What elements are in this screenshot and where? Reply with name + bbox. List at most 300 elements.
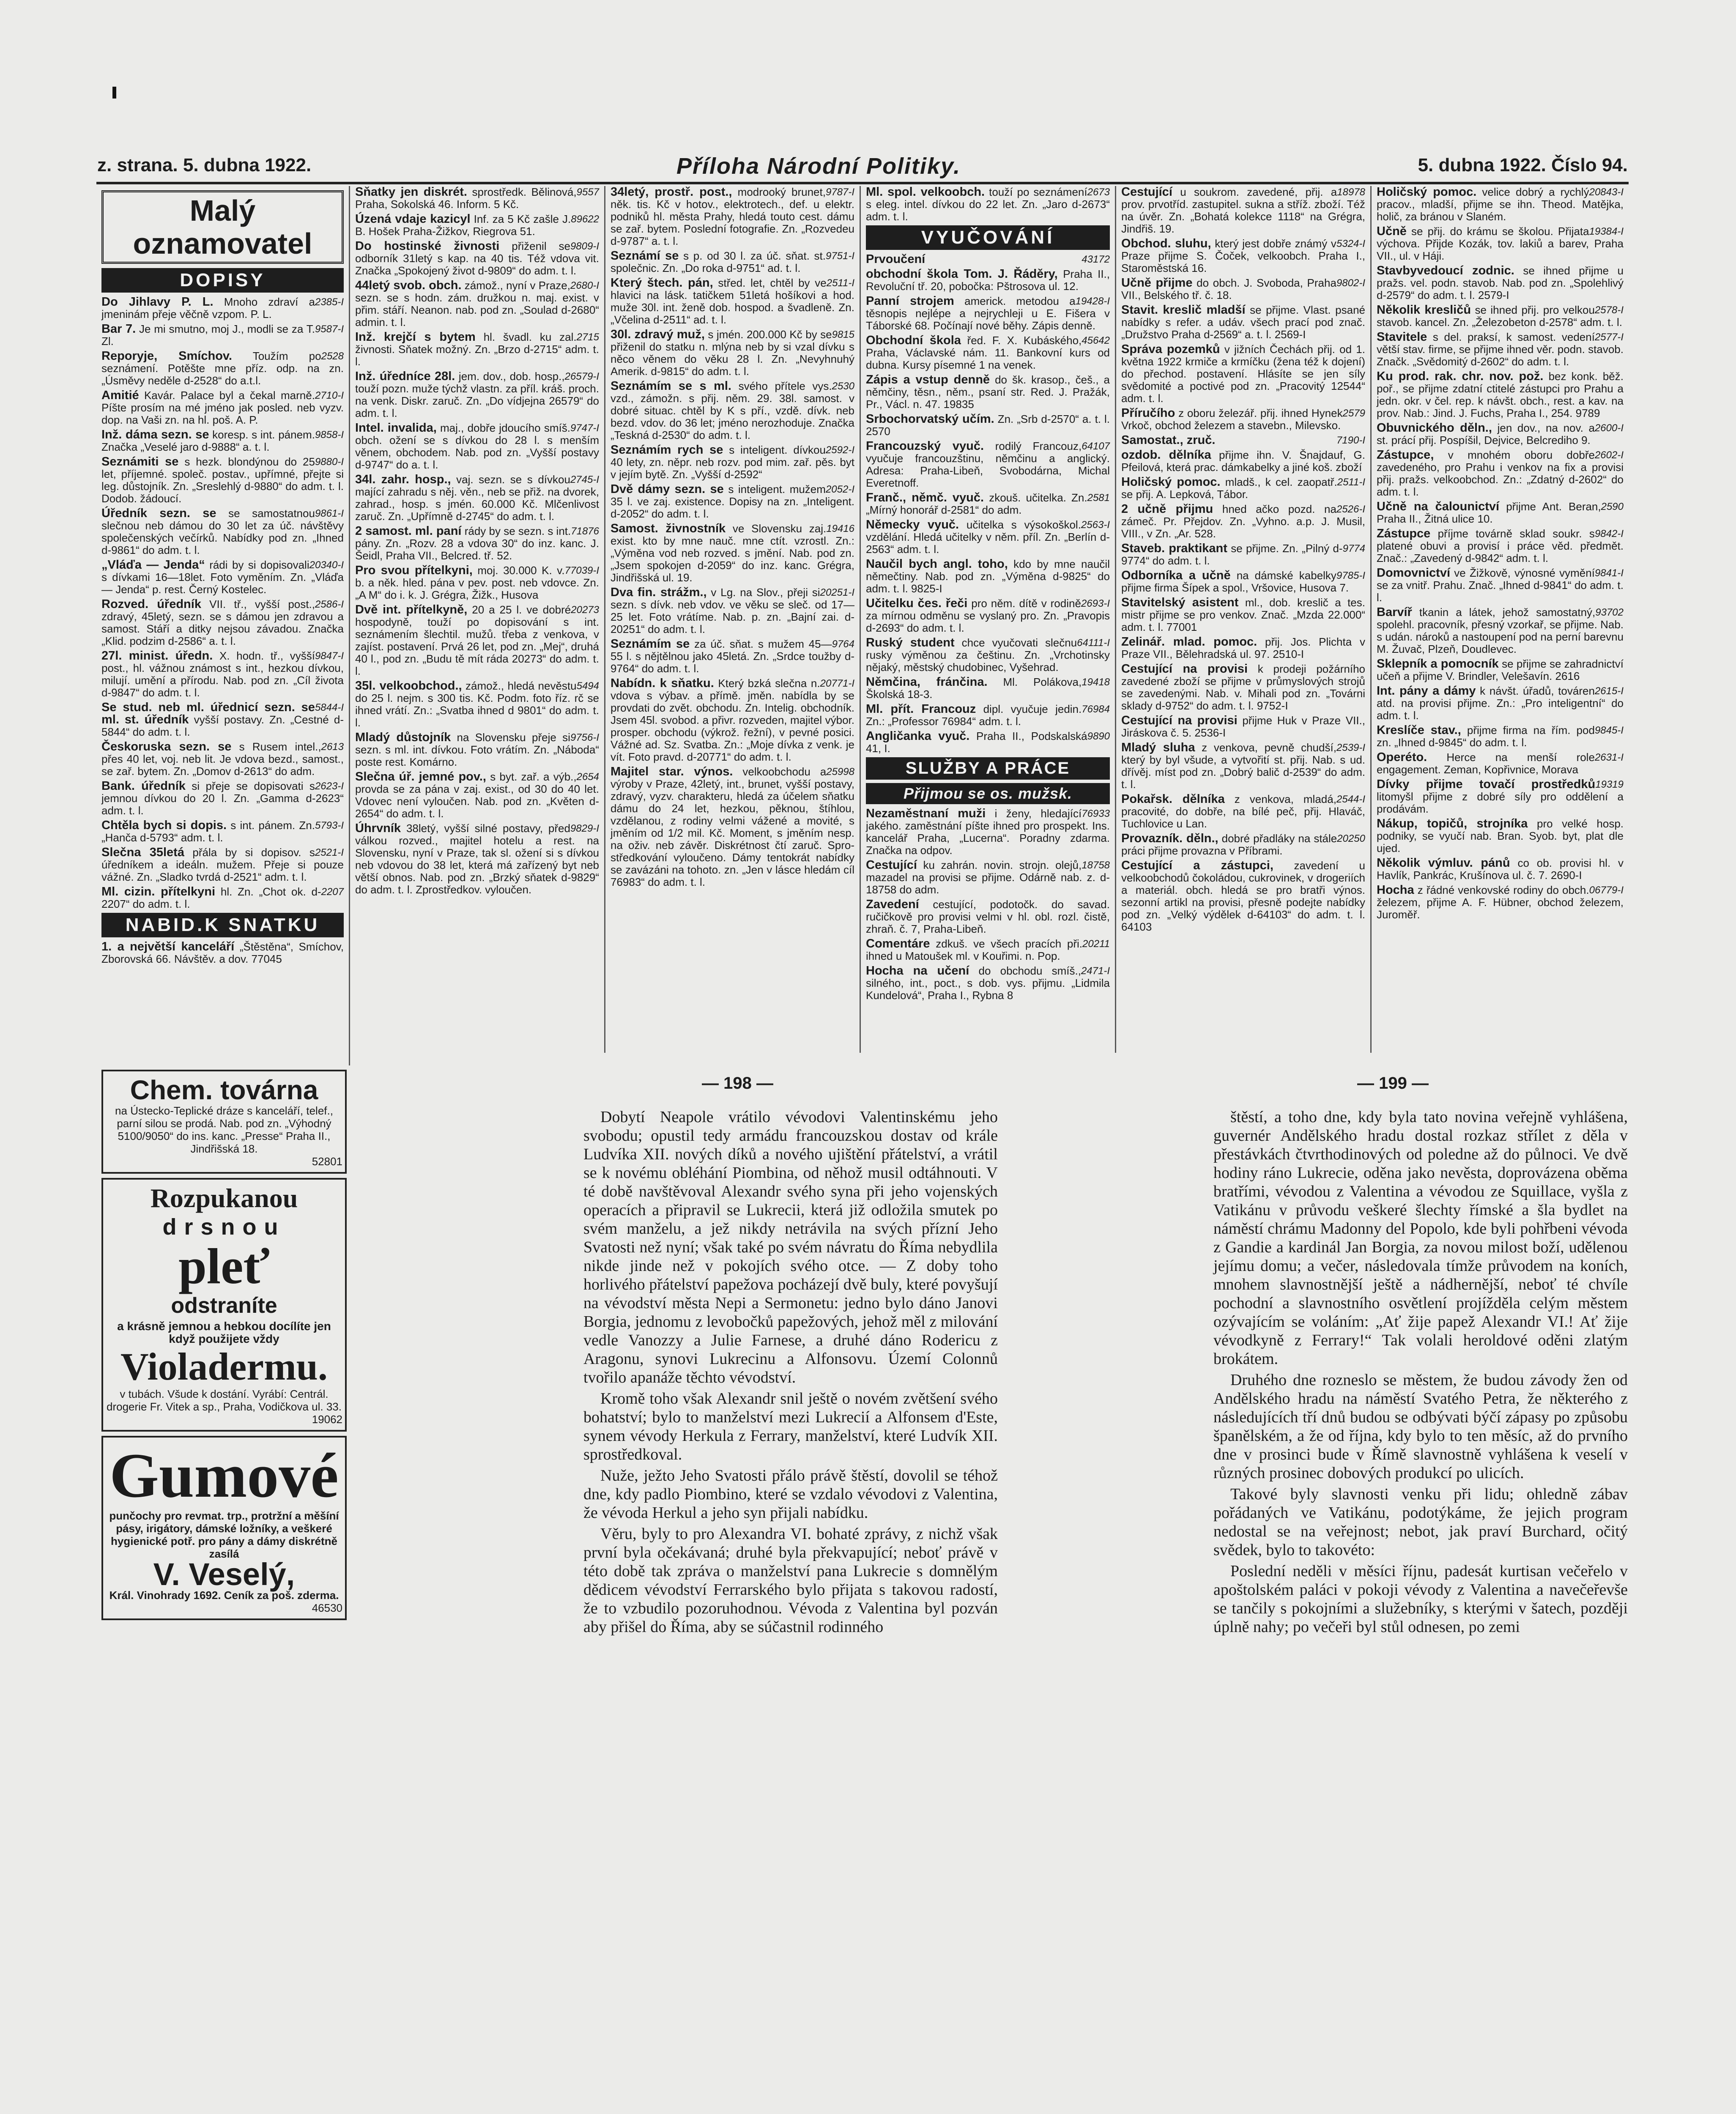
story-paragraph: Poslední neděli v měsíci říjnu, padesát kurtisan večeřelo v apoštolském paláci v pokoji vévody z Valentina a navečeřevše se tančily s pokojními a služebníky, s kterými v šatech, později úplně nahy; po večeři byl stůl odnesen, po zemi bbox=[1213, 1562, 1628, 1636]
ad-title: Seznámiti se bbox=[101, 455, 179, 468]
ad-title: Mladý důstojník bbox=[355, 731, 451, 744]
classified-ad bbox=[1377, 884, 1624, 921]
classified-ad bbox=[1377, 857, 1624, 882]
classified-ad bbox=[101, 559, 344, 596]
classified-ad bbox=[101, 296, 344, 320]
ad-text: hl. Zn. „Chot ok. d-2207“ do adm. t. l. bbox=[101, 885, 321, 910]
ad-code: 45642 bbox=[1082, 335, 1110, 346]
ad-title: Bank. úředník bbox=[101, 779, 186, 793]
classified-ad bbox=[1121, 304, 1365, 341]
ad-code: 2600-I bbox=[1594, 422, 1624, 434]
ad-code: 9809-I bbox=[570, 241, 599, 252]
ad-title: Comentáre bbox=[866, 937, 930, 950]
ad-code: 2586-I bbox=[315, 599, 344, 610]
classified-ad bbox=[866, 374, 1110, 411]
ad-code: 9557 bbox=[576, 186, 599, 198]
ad-title: Do hostinské živnosti bbox=[355, 239, 500, 253]
ad-headline: Rozpukanou bbox=[150, 1183, 298, 1213]
ad-text: se ihned přij. pro velkou stavob. kancel. Zn. „Železobeton d-2578“ adm. t. l. bbox=[1377, 304, 1622, 329]
ad-text: přijme firma na řím. pod zn. „Ihned d-9845“ do adm. t. l. bbox=[1377, 724, 1595, 749]
ad-code: 9751-I bbox=[825, 250, 854, 262]
ad-text: hned ačko pozd. na zámeč. Pr. Přejdov. Zn. „Vyhno. a.p. J. Musil, VIII., v Zn. „Ar. 528. bbox=[1121, 503, 1365, 540]
ad-title: 30l. zdravý muž, bbox=[611, 328, 705, 341]
ad-text: Který bzká slečna n. vdova s výbav. a přímě. jměn. nabídla by se provdati do zvět. obchodu. Zn. Intelig. obchodník. Jsem 45l. svobod. a přivr. rozveden, majitel výbor. prosper. obchodu (výkrož. řežní), v pevné posici. Vážné ad. Sz. Svatba. Zn.: „Moje dívka z venk. je vít. Foto pravd. d-20771“ do adm. t. l. bbox=[611, 677, 854, 763]
ad-text: Je mi smutno, moj J., modli se za T. Zl. bbox=[101, 323, 315, 348]
ad-text: dipl. vyučuje jedin. Zn.: „Professor 76984“ adm. t. l. bbox=[866, 703, 1082, 728]
classified-ad bbox=[101, 941, 344, 965]
classified-ad bbox=[101, 846, 344, 883]
subsection-heading: Přijmou se os. mužsk. bbox=[866, 783, 1110, 804]
ad-text: velice dobrý a rychlý pracov., mladší, přijme se ihn. Theod. Matějka, holič, za bránou v Slaném. bbox=[1377, 186, 1624, 223]
ad-title: Stavbyvedoucí zodnic. bbox=[1377, 264, 1514, 277]
ad-title: Kreslíče stav., bbox=[1377, 723, 1461, 737]
ad-list bbox=[866, 808, 1110, 1002]
display-ad-gumove bbox=[101, 1436, 347, 1620]
ad-title: obchodní škola Tom. J. Řáděry, bbox=[866, 267, 1058, 281]
ad-title: Cestující na provisi bbox=[1121, 714, 1238, 727]
ad-text: vyšší postavy. Zn. „Cestné d-5844“ do adm. t. l. bbox=[101, 713, 344, 738]
ad-text: k prodeji požárního zavedené zboží se přijme v průmyslových strojů se zavedenými. Nab. v. Mihali pod zn. „Továrni sklady d-9752“ do adm. t. l. 9752-I bbox=[1121, 663, 1365, 712]
ad-title: Dvě int. přítelkyně, bbox=[355, 603, 468, 616]
ad-code: 9841-I bbox=[1594, 567, 1624, 579]
ad-code: 9842-I bbox=[1594, 528, 1624, 539]
classified-ad bbox=[101, 819, 344, 844]
classified-ad bbox=[355, 240, 599, 277]
section-masthead: Malý oznamovatel bbox=[101, 190, 344, 264]
section-heading-snatek: NABID.K SNATKU bbox=[101, 913, 344, 937]
ad-text: do obch. J. Svoboda, Praha VII., Belského tř. č. 18. bbox=[1121, 277, 1336, 301]
ad-title: Seznámím rych se bbox=[611, 443, 723, 457]
ad-code: 20843-I bbox=[1589, 186, 1624, 198]
ad-text: v mnohém oboru dobře zavedeného, pro Prahu i venkov na fix a provisi přij. pražs. velkoobchod. Zn.: „Zdatný d-2602“ do adm. t. l. bbox=[1377, 449, 1624, 498]
ad-code: 20251-I bbox=[820, 587, 854, 598]
classified-ad bbox=[1377, 422, 1624, 446]
ad-text: se přijme se zahradnictví učeň a přijme V. Brindler, Velešavín. 2616 bbox=[1377, 657, 1624, 682]
ad-code: 2631-I bbox=[1594, 752, 1624, 763]
ad-brand: Violadermu. bbox=[120, 1345, 328, 1388]
ad-text: u soukrom. zavedené, přij. a prov. prvotříd. zastupitel. sukna a stříž. zboží. Též na úvěr. Zn. „Bohatá kolekce 1118“ na Grégra, Jindřiš. 19. bbox=[1121, 186, 1365, 235]
ad-code: 2613 bbox=[321, 741, 344, 753]
ad-text: přijme ihn. V. Šnajdauf, G. Pfeilová, která prac. dámkabelky a jiné koš. zboží bbox=[1121, 449, 1365, 474]
ad-title: Stavitelský asistent bbox=[1121, 596, 1239, 609]
ad-title: Ml. spol. velkoobch. bbox=[866, 186, 985, 199]
ad-title: Českoruska sezn. se bbox=[101, 740, 232, 753]
ad-title: Inž. úředníce 28l. bbox=[355, 370, 455, 383]
ad-text: Zn. „Srb d-2570“ a. t. l. 2570 bbox=[866, 413, 1110, 438]
page-number-left: — 198 — bbox=[702, 1074, 773, 1093]
ad-title: Slečna 35letá bbox=[101, 846, 184, 859]
ad-title: Obchod. sluhu, bbox=[1121, 237, 1211, 250]
ad-title: Cestující bbox=[1121, 186, 1172, 199]
ad-title: Učně přijme bbox=[1121, 276, 1193, 290]
ad-title: Panní strojem bbox=[866, 294, 954, 308]
ad-text: z venkova, mladá, pracovité, do dobře, na bílé peč, přij. Hlaváč, Tuchlovice u Lan. bbox=[1121, 793, 1365, 830]
ad-title: Barvíř bbox=[1377, 605, 1412, 619]
ad-code: 9774 bbox=[1342, 543, 1365, 554]
ad-text: ku zahrán. novin. strojn. olejů, mazadel na provisi se přijme. Odárně nab. z. d-18758 do adm. bbox=[866, 859, 1110, 896]
classified-ad bbox=[1121, 277, 1365, 301]
ad-title: Sňatky jen diskrét. bbox=[355, 186, 467, 199]
display-ad-chem bbox=[101, 1070, 347, 1174]
ad-title: 44letý svob. obch. bbox=[355, 279, 462, 292]
classified-ad bbox=[1377, 818, 1624, 854]
classified-ad bbox=[101, 701, 344, 738]
ad-code: 9815 bbox=[832, 329, 854, 340]
story-column-left bbox=[583, 1108, 998, 1639]
ad-title: Cestující a zástupci, bbox=[1121, 859, 1273, 872]
story-paragraph: Dobytí Neapole vrátilo vévodovi Valentinskému jeho svobodu; opustil tedy armádu francouzskou dostav od krále Ludvíka XII. nových díků a nového ujištění přátelství, a vrátil se k novému obléhání Piombina, od něhož musil odtáhnouti. V té době navštěvoval Alexandr svého syna při jeho vojenských operacích a připravil se Lukrecii, která již odložila smutek po svém manželu, a jež nikdy netrávila na svých přízní Jeho Svatosti než nyní; však také po svém návratu do Říma nebydlila nikde jinde než v pokojích svého otce. — Z doby toho horlivého přátelství papežova pocházejí dvě buly, které povyšují na vévodství města Nepi a Sermonetu: jedno bylo dáno Janovi Borgia, jednomu z levobočků papežových, jehož měl z milování vedle Vanozzy a Julie Farnese, a druhé dáno Rodericu z Aragonu, synovi Lukrecinu a Alfonsovu. Území Colonnů tvořilo apanáže těchto vévodství. bbox=[583, 1108, 998, 1386]
ad-title: Bar 7. bbox=[101, 322, 136, 336]
ad-code: 64107 bbox=[1082, 441, 1110, 452]
ad-text: kdo by mne naučil němečtiny. Nab. pod zn. „Výměna d-9825“ do adm. t. l. 9825-I bbox=[866, 558, 1110, 595]
ad-title: Dva fin. strážm., bbox=[611, 586, 707, 599]
ad-title: 34letý, prostř. post., bbox=[611, 186, 732, 199]
ad-text: střed. let, chtěl by ve hlavici na lásk. tatičkem 51letá hošíkovi a hod. muže 30l. int. ženě dob. hospod. a švadleně. Zn. „Včelina d-2511“ ad. t. l. bbox=[611, 277, 854, 326]
ad-title: Provazník. děln., bbox=[1121, 832, 1218, 845]
story-paragraph: Kromě toho však Alexandr snil ještě o novém zvětšení svého bohatství; bylo to manželství mezi Lukrecií a Alfonsem d'Este, synem vévody Herkula z Ferrary, manželství, které Ludvík XII. sprostředkoval. bbox=[583, 1390, 998, 1463]
ad-code: 2539-I bbox=[1336, 742, 1365, 753]
classified-ad bbox=[1377, 265, 1624, 301]
classified-ad bbox=[1121, 742, 1365, 791]
ad-text: k návšt. úřadů, továren atd. na provisi přijme. Zn.: „Pro inteligentní“ do adm. t. l. bbox=[1377, 685, 1624, 722]
ad-title: Se stud. neb ml. úřednicí sezn. se ml. st. úředník bbox=[101, 701, 315, 726]
classified-ad bbox=[866, 965, 1110, 1002]
classified-ad bbox=[1121, 407, 1365, 432]
ad-text: 20 a 25 l. ve dobré hospodyně, touží po dopisování s int. seznámením šlechtil. mužů. třeba z venkova, v zajíst. postavení. Prvá 26 let, pod zn. „Mej“, druhá 40 l., pod zn. „Budu tě mít ráda 20273“ do adm. t. l. bbox=[355, 603, 599, 677]
ad-text: koresp. s int. pánem. Značka „Veselé jaro d-9888“ a. t. l. bbox=[101, 428, 315, 453]
ad-code: 20340-I bbox=[309, 559, 344, 571]
ad-line: drsnou bbox=[162, 1214, 286, 1240]
ad-title: Operéto. bbox=[1377, 750, 1427, 764]
classified-ad bbox=[1121, 597, 1365, 633]
ad-title: Zápis a vstup denně bbox=[866, 373, 990, 386]
ad-text: bez konk. běž. poř., se přijme zdatní ctitelé zástupci pro Prahu a jedn. okr. v čel. rep. k návšt. obch., rest. a kav. na prov. Nab.: Jind. J. Fuchs, Praha I., 254. 9789 bbox=[1377, 370, 1624, 419]
ad-title: Franč., němč. vyuč. bbox=[866, 491, 984, 504]
ad-text: se ihned přijme u pražs. vel. podn. stavob. Nab. pod zn. „Spolehlivý d-2579“ do adm. t. l. 2579-I bbox=[1377, 264, 1624, 301]
scan-mark bbox=[112, 87, 116, 99]
ad-name: V. Veselý, bbox=[153, 1557, 295, 1592]
ad-text: sprostředk. Bělinová, Praha, Sokolská 46. Inform. 5 Kč. bbox=[355, 186, 577, 211]
ad-title: Zavedení bbox=[866, 898, 919, 911]
ad-text: dobré přadláky na stále práci přijme provazna v Příbrami. bbox=[1121, 832, 1337, 857]
ad-title: 2 učně přijmu bbox=[1121, 502, 1213, 516]
ad-text: maj., dobře jdoucího smíš. obch. ožení se s dívkou do 28 l. s menším věnem, obchodem. Nab. pod zn. „Vyšší postavy d-9747“ do a. t. l. bbox=[355, 422, 599, 471]
ad-code: 9861-I bbox=[315, 508, 344, 519]
ad-code: 20211 bbox=[1082, 938, 1110, 950]
ad-column-2 bbox=[350, 186, 605, 1053]
ad-title: Samost. živnostník bbox=[611, 522, 726, 535]
classified-ad bbox=[611, 483, 854, 520]
ad-code: 2544-I bbox=[1336, 794, 1365, 805]
ad-code: 25998 bbox=[826, 766, 854, 778]
ad-code: 9764 bbox=[832, 638, 854, 650]
ad-text: s inteligent. dívkou 40 lety, zn. něpr. neb rozv. pod mim. zař. pěs. byt v jejím bytě. Zn. „Vyšší d-2592“ bbox=[611, 444, 854, 481]
ad-text: svého přítele vys. vzd., zámožn. s přij. něm. 29. 38l. samost. v dobré situac. chtěl by K s pří., vzdě. dívk. neb bezd. vdov. do 36 let; jméno nerozhoduje. Značka „Teskná d-2530“ do adm. t. l. bbox=[611, 380, 854, 441]
page-number-right: — 199 — bbox=[1357, 1074, 1429, 1093]
ad-text: si přeje se dopisovati s jemnou dívkou do 20 l. Zn. „Gamma d-2623“ adm. t. l. bbox=[101, 780, 344, 817]
ad-code: 43172 bbox=[1082, 254, 1110, 265]
ad-text: Mnoho zdraví a jmeninám přeje věčně vzpom. P. L. bbox=[101, 296, 315, 320]
ad-code: 2715 bbox=[576, 331, 599, 343]
ad-text: X. hodn. tř., vyšší post., hl. vážnou známost s int., hezkou dívkou, milují. umění a přírodu. Nab. pod zn. „Cíl života d-9847“ do adm. t. l. bbox=[101, 649, 344, 699]
ad-text: ve Žižkově, výnosné vymění se za vnitř. Prahu. Znač. „Ihned d-9841“ do adm. t. l. bbox=[1377, 567, 1624, 604]
ad-code: 19418 bbox=[1082, 676, 1110, 688]
ad-title: Chtěla bych si dopis. bbox=[101, 819, 227, 832]
ad-code: 2577-I bbox=[1594, 331, 1624, 343]
ad-text: tkanin a látek, jehož samostatný, spolehl. pracovník, přesný vzorkař, se přijme. Nab. s udán. nároků a nastoupení pod na perní barevnu M. Žuvač, Plzeň, Doudlevec. bbox=[1377, 606, 1624, 655]
ad-title: Pokařsk. dělníka bbox=[1121, 792, 1225, 806]
ad-code: 64111-I bbox=[1077, 637, 1110, 649]
ad-list bbox=[1121, 186, 1365, 933]
ad-code: 9756-I bbox=[570, 732, 599, 743]
classified-ad bbox=[355, 370, 599, 419]
classified-ad bbox=[611, 277, 854, 326]
ad-title: Do Jihlavy P. L. bbox=[101, 295, 214, 309]
ad-code: 2693-I bbox=[1081, 598, 1110, 609]
ad-code: 2654 bbox=[576, 771, 599, 783]
classified-ad bbox=[101, 389, 344, 426]
ad-code: 2673 bbox=[1087, 186, 1110, 198]
display-ads bbox=[101, 1065, 347, 2114]
ad-title: Inž. krejčí s bytem bbox=[355, 330, 476, 344]
classified-ad bbox=[101, 323, 344, 348]
ad-line: pleť bbox=[178, 1238, 270, 1294]
ad-body: v tubách. Všude k dostání. Vyrábí: Centrál. drogerie Fr. Vitek a sp., Praha, Vodičkova ul. 33. bbox=[107, 1388, 342, 1413]
section-heading-vyucovani: VYUČOVÁNÍ bbox=[866, 225, 1110, 250]
classified-ad bbox=[101, 350, 344, 387]
classified-ad bbox=[866, 676, 1110, 701]
classified-ad bbox=[355, 822, 599, 896]
ad-code: 2710-I bbox=[315, 390, 344, 401]
classified-ad bbox=[611, 586, 854, 635]
classified-ad bbox=[1121, 715, 1365, 739]
ad-code: 19416 bbox=[826, 523, 854, 534]
ad-title: Obuvnického děln., bbox=[1377, 421, 1492, 435]
ad-title: 27l. minist. úředn. bbox=[101, 649, 213, 663]
ad-title: Prvoučení bbox=[866, 252, 926, 266]
ad-title: Majitel star. výnos. bbox=[611, 765, 733, 778]
ad-code: 46530 bbox=[312, 1602, 342, 1614]
classified-ad bbox=[866, 519, 1110, 556]
ad-text: hl. švadl. ku zal. živnosti. Sňatek možný. Zn. „Brzo d-2715“ adm. t. l. bbox=[355, 331, 599, 368]
classified-ad bbox=[1377, 724, 1624, 749]
ad-text: na Slovensku přeje si sezn. s ml. int. dívkou. Foto vrátím. Zn. „Náboda“ poste rest. Komárno. bbox=[355, 731, 599, 768]
header-rule bbox=[96, 182, 1629, 184]
ad-text: Ml. Polákova, Školská 18-3. bbox=[866, 676, 1082, 701]
ad-title: Hocha bbox=[1377, 883, 1414, 897]
ad-code: 2511-I bbox=[826, 277, 854, 289]
classified-ad bbox=[1121, 636, 1365, 660]
ad-text: z oboru železář. přij. ihned Hynek Vrkoč, obchod železem a stavebn., Milevsko. bbox=[1121, 407, 1343, 432]
section-heading-sluzby: SLUŽBY A PRÁCE bbox=[866, 757, 1110, 780]
ad-title: Nákup, topičů, strojníka bbox=[1377, 817, 1528, 830]
ad-title: Nabídn. k sňatku. bbox=[611, 676, 714, 690]
ad-title: Několik výmluv. pánů bbox=[1377, 856, 1510, 870]
classified-ad bbox=[355, 186, 599, 211]
classified-ad bbox=[1121, 186, 1365, 235]
classified-ad bbox=[101, 741, 344, 778]
ad-title: Německy vyuč. bbox=[866, 518, 959, 531]
ad-text: do šk. krasop., češ., a němčiny, těsn., něm., psaní str. Red. J. Pražák, Pr., Václ. n. 47. 19835 bbox=[866, 373, 1110, 411]
ad-text: pro velké hosp. podniky, se vyučí nab. Bran. Syob. byt, plat dle ujed. bbox=[1377, 817, 1624, 854]
ad-list bbox=[611, 186, 854, 888]
ad-text: Toužím po seznámení. Potěšte mne příz. odp. na zn. „Úsměvy neděle d-2528“ do a.t.l. bbox=[101, 350, 344, 387]
ad-column-3 bbox=[605, 186, 861, 1053]
ad-title: Úzená vdaje kazicyl bbox=[355, 212, 471, 226]
classified-ad bbox=[866, 637, 1110, 674]
ad-text: zámož., nyní v Praze, sezn. se s hodn. zám. družkou n. maj. exist. v přim. stáří. Neanon. nab. pod zn. „Soulad d-2680“ admin. t. l. bbox=[355, 279, 599, 329]
classified-ad bbox=[611, 380, 854, 441]
ad-code: 9845-I bbox=[1594, 725, 1624, 736]
ad-title: Ml. přít. Francouz bbox=[866, 702, 976, 716]
ad-text: rádi by si dopisovali s dívkami 16—18let. Foto vyměním. Zn. „Vláďa — Jenda“ p. rest. Černý Kostelec. bbox=[101, 559, 344, 596]
ad-code: 20273 bbox=[571, 604, 599, 616]
classified-ad bbox=[611, 250, 854, 274]
ad-text: příjme továrně sklad soukr. s platené obuvi a provisí i práce věd. předmět. Znač.: „Zavedený d-9842“ adm. t. l. bbox=[1377, 527, 1624, 564]
ad-title: Domovnictví bbox=[1377, 566, 1451, 580]
classified-ad bbox=[1121, 343, 1365, 405]
ad-title: Rozved. úředník bbox=[101, 597, 201, 611]
classified-ad bbox=[1377, 685, 1624, 722]
classified-ad bbox=[866, 253, 1110, 266]
ad-code: 2563-I bbox=[1081, 519, 1110, 531]
ad-text: Praha II., Revoluční tř. 20, pobočka: Pštrosova ul. 12. bbox=[866, 268, 1110, 293]
classified-ad bbox=[1121, 434, 1365, 446]
classified-ad bbox=[1121, 570, 1365, 594]
classified-ad bbox=[866, 334, 1110, 371]
ad-title: Angličanka vyuč. bbox=[866, 729, 970, 743]
ad-title: Ruský student bbox=[866, 636, 955, 649]
ad-title: Několik kresličů bbox=[1377, 303, 1471, 317]
ad-text: do obchodu smíš., silného, int., poct., s dob. vys. přijmu. „Lidmila Kundelová“, Praha I., Rybna 8 bbox=[866, 964, 1110, 1002]
classified-ad bbox=[355, 771, 599, 820]
classified-ad bbox=[101, 598, 344, 647]
ad-text: touží po seznámení s eleg. intel. dívkou do 22 let. Zn. „Jaro d-2673“ adm. t. l. bbox=[866, 186, 1110, 223]
ad-title: Učně na čalounictví bbox=[1377, 500, 1500, 513]
classified-ad bbox=[866, 808, 1110, 857]
ad-text: řed. F. X. Kubáského, Praha, Václavské nám. 11. Bankovní kurs od dubna. Kursy písemné 1 na venek. bbox=[866, 334, 1110, 371]
classified-ad bbox=[611, 329, 854, 378]
classified-ad bbox=[866, 492, 1110, 516]
ad-code: 9858-I bbox=[315, 429, 344, 441]
ad-code: 9802-I bbox=[1336, 277, 1365, 289]
ad-address: Král. Vinohrady 1692. Ceník za poš. zderma. bbox=[109, 1589, 339, 1602]
classified-ad bbox=[355, 331, 599, 368]
ad-line: a krásně jemnou a hebkou docílíte jen když použijete vždy bbox=[117, 1320, 331, 1345]
ad-text: zavedení u velkoobchodů čokoládou, cukrovinek, v drogeriích a materiál. obch. hledá se pro bratři výnos. sezonní artikl na provisi, přesně podejte nabídky pod zn. „Velký výdělek d-64103“ do adm. t. l. 64103 bbox=[1121, 859, 1365, 933]
classified-ad bbox=[611, 638, 854, 675]
ad-code: 89622 bbox=[571, 214, 599, 225]
ad-code: 19384-I bbox=[1589, 226, 1624, 237]
ad-headline: Gumové bbox=[110, 1440, 339, 1511]
classified-ad bbox=[611, 523, 854, 584]
ad-title: Cestující bbox=[866, 858, 917, 872]
classified-ad bbox=[1377, 658, 1624, 682]
ad-code: 2579 bbox=[1342, 408, 1365, 419]
ad-text: rodilý Francouz, vyučuje francouzštinu, němčinu a anglický. Adresa: Praha-Libeň, Svobodárna, Michal Everetnoff. bbox=[866, 440, 1110, 489]
ad-title: Učně bbox=[1377, 225, 1407, 238]
classified-ad bbox=[1121, 238, 1365, 274]
classified-ad bbox=[611, 444, 854, 481]
ad-title: Cestující na provisi bbox=[1121, 662, 1248, 676]
ad-text: moj. 30.000 K. v. b. a něk. hled. pána v pev. post. neb vdovce. Zn. „A M“ do i. k. J. Grégra, Žižk., Husova bbox=[355, 564, 599, 601]
ad-title: Pro svou přítelkyni, bbox=[355, 564, 473, 577]
ad-text: ml., dob. kreslič a tes. mistr přijme se pro venkov. Znač. „Mzda 22.000“ adm. t. l. 77001 bbox=[1121, 596, 1365, 633]
ad-code: 9785-I bbox=[1336, 570, 1365, 581]
classified-ad bbox=[355, 604, 599, 677]
classified-ad bbox=[101, 650, 344, 699]
classified-ad bbox=[1377, 528, 1624, 564]
ad-text: se přij. do krámu se školou. Přijata výchova. Přijde Kozák, tov. lakiů a barev, Praha VII., ul. v Háji. bbox=[1377, 225, 1624, 262]
classified-ad bbox=[101, 780, 344, 817]
ad-text: 38letý, vyšší silné postavy, před válkou rozved., majitel hotelu a rest. na Slovensku, nyní v Praze, tak sl. ožení si s dívkou neb vdovou do 38 let, která má zařízený byt neb větší obnos. Nab. pod zn. „Brzký sňatek d-9829“ do adm. t. l. Zprostředkov. vyloučen. bbox=[355, 822, 599, 896]
ad-text: se samostatnou slečnou neb dámou do 30 let za úč. návštěvy společenských večírků. Nabídky pod zn. „Ihned d-9861“ do adm. t. l. bbox=[101, 507, 344, 556]
classified-ad bbox=[355, 731, 599, 768]
ad-text: v Lg. na Slov., přeji si sezn. s dívk. neb vdov. ve věku se sleč. od 17—25 let. Foto vrátíme. Nab. p. zn. „Bajní zai. d-20251“ do adm. t. l. bbox=[611, 586, 854, 635]
classified-ad bbox=[1377, 186, 1624, 223]
ad-title: Zástupce, bbox=[1377, 448, 1434, 462]
ad-title: Obchodní škola bbox=[866, 334, 961, 347]
ad-title: Nezaměstnaní muži bbox=[866, 807, 986, 820]
story-paragraph: Nuže, ježto Jeho Svatosti přálo právě štěstí, dovolil se téhož dne, kdy padlo Piombino, které se vzdalo vévodovi z Valentina, že vévoda Herkul a jeho syn přijali nabídku. bbox=[583, 1467, 998, 1522]
ad-title: Sklepník a pomocník bbox=[1377, 657, 1499, 671]
ad-title: Správa pozemků bbox=[1121, 342, 1220, 356]
ad-code: 2615-I bbox=[1594, 685, 1624, 697]
ad-title: Int. pány a dámy bbox=[1377, 684, 1476, 698]
ad-code: 2521-I bbox=[315, 847, 344, 858]
classified-ad bbox=[1377, 225, 1624, 262]
ad-text: Herce na menší role engagement. Zeman, Kopřivnice, Morava bbox=[1377, 751, 1595, 776]
ad-body: punčochy pro revmat. trp., protržní a měšíní pásy, irigátory, dámské ložníky, a veškeré hygienické potř. pro pány a dámy diskrétně zasílá bbox=[109, 1509, 339, 1560]
header-left: z. strana. 5. dubna 1922. bbox=[97, 155, 312, 175]
classified-ad bbox=[1121, 793, 1365, 830]
ad-code: 06779-I bbox=[1589, 884, 1624, 896]
ad-text: přij. Jos. Plichta v Praze VII., Bělehradská ul. 97. 2510-I bbox=[1121, 635, 1365, 660]
ad-code: 2471-I bbox=[1081, 965, 1110, 977]
ad-code: 5793-I bbox=[315, 820, 344, 831]
classified-ad bbox=[866, 859, 1110, 896]
ad-code: 2207 bbox=[321, 886, 344, 898]
ad-title: 35l. velkoobchod., bbox=[355, 679, 462, 693]
ad-list bbox=[866, 186, 1110, 223]
classified-ad bbox=[1121, 832, 1365, 857]
ad-text: litomyšl přijme z dobré síly pro oddělení a prodávám. bbox=[1377, 790, 1624, 815]
ad-code: 20771-I bbox=[820, 678, 854, 689]
story-paragraph: Druhého dne rozneslo se městem, že budou závody žen od Andělského hradu na náměstí Svatého Petra, že některého z následujících tří dnů budou se odbývati býčí zápasy po způsobu španělském, a že od října, kdy bylo to ten měsíc, až do prvního dne v prosinci bude v Římě slavnostně vyhlášena k veselí v různých prosinec dobových produkcí po ulicích. bbox=[1213, 1371, 1628, 1482]
ad-title: Srbochorvatský učím. bbox=[866, 412, 994, 426]
ad-code: 19319 bbox=[1595, 779, 1624, 790]
ad-text: modrooký brunet, něk. tis. Kč v hotov., elektrotech., def. u elektr. podniků hl. města Prahy, hledá touto cest. dámu se zař. bytem. Poslední fotografie. Zn. „Rozvedeu d-9787“ a. t. l. bbox=[611, 186, 854, 247]
ad-code: 2581 bbox=[1087, 492, 1110, 504]
ad-code: 18758 bbox=[1082, 860, 1110, 871]
ad-code: 18978 bbox=[1337, 186, 1365, 198]
ad-text: přála by si dopisov. s úředníkem a ideáln. mužem. Přeje si pouze vážné. Zn. „Sladko tvrdá d-2521“ adm. t. l. bbox=[101, 846, 344, 883]
classified-ad bbox=[355, 474, 599, 523]
ad-title: Slečna úř. jemné pov., bbox=[355, 770, 486, 783]
classified-ad bbox=[355, 680, 599, 729]
section-heading-dopisy: DOPISY bbox=[101, 268, 344, 293]
classified-ad bbox=[1121, 503, 1365, 540]
ad-code: 7190-I bbox=[1336, 435, 1365, 446]
classified-ad bbox=[866, 730, 1110, 755]
ad-title: Holičský pomoc. bbox=[1377, 186, 1477, 199]
classified-ad bbox=[1377, 370, 1624, 419]
ad-text: jem. dov., dob. hosp., touží pozn. muže týchž vlastn. za příl. kráš. proch. na venk. Diskr. zaruč. Zn. „Do vídjejna 26579“ do adm. t. l. bbox=[355, 370, 599, 419]
ad-code: 19062 bbox=[312, 1413, 342, 1426]
classified-ad bbox=[1377, 501, 1624, 525]
classified-ad bbox=[1377, 606, 1624, 655]
classified-ad bbox=[611, 677, 854, 763]
